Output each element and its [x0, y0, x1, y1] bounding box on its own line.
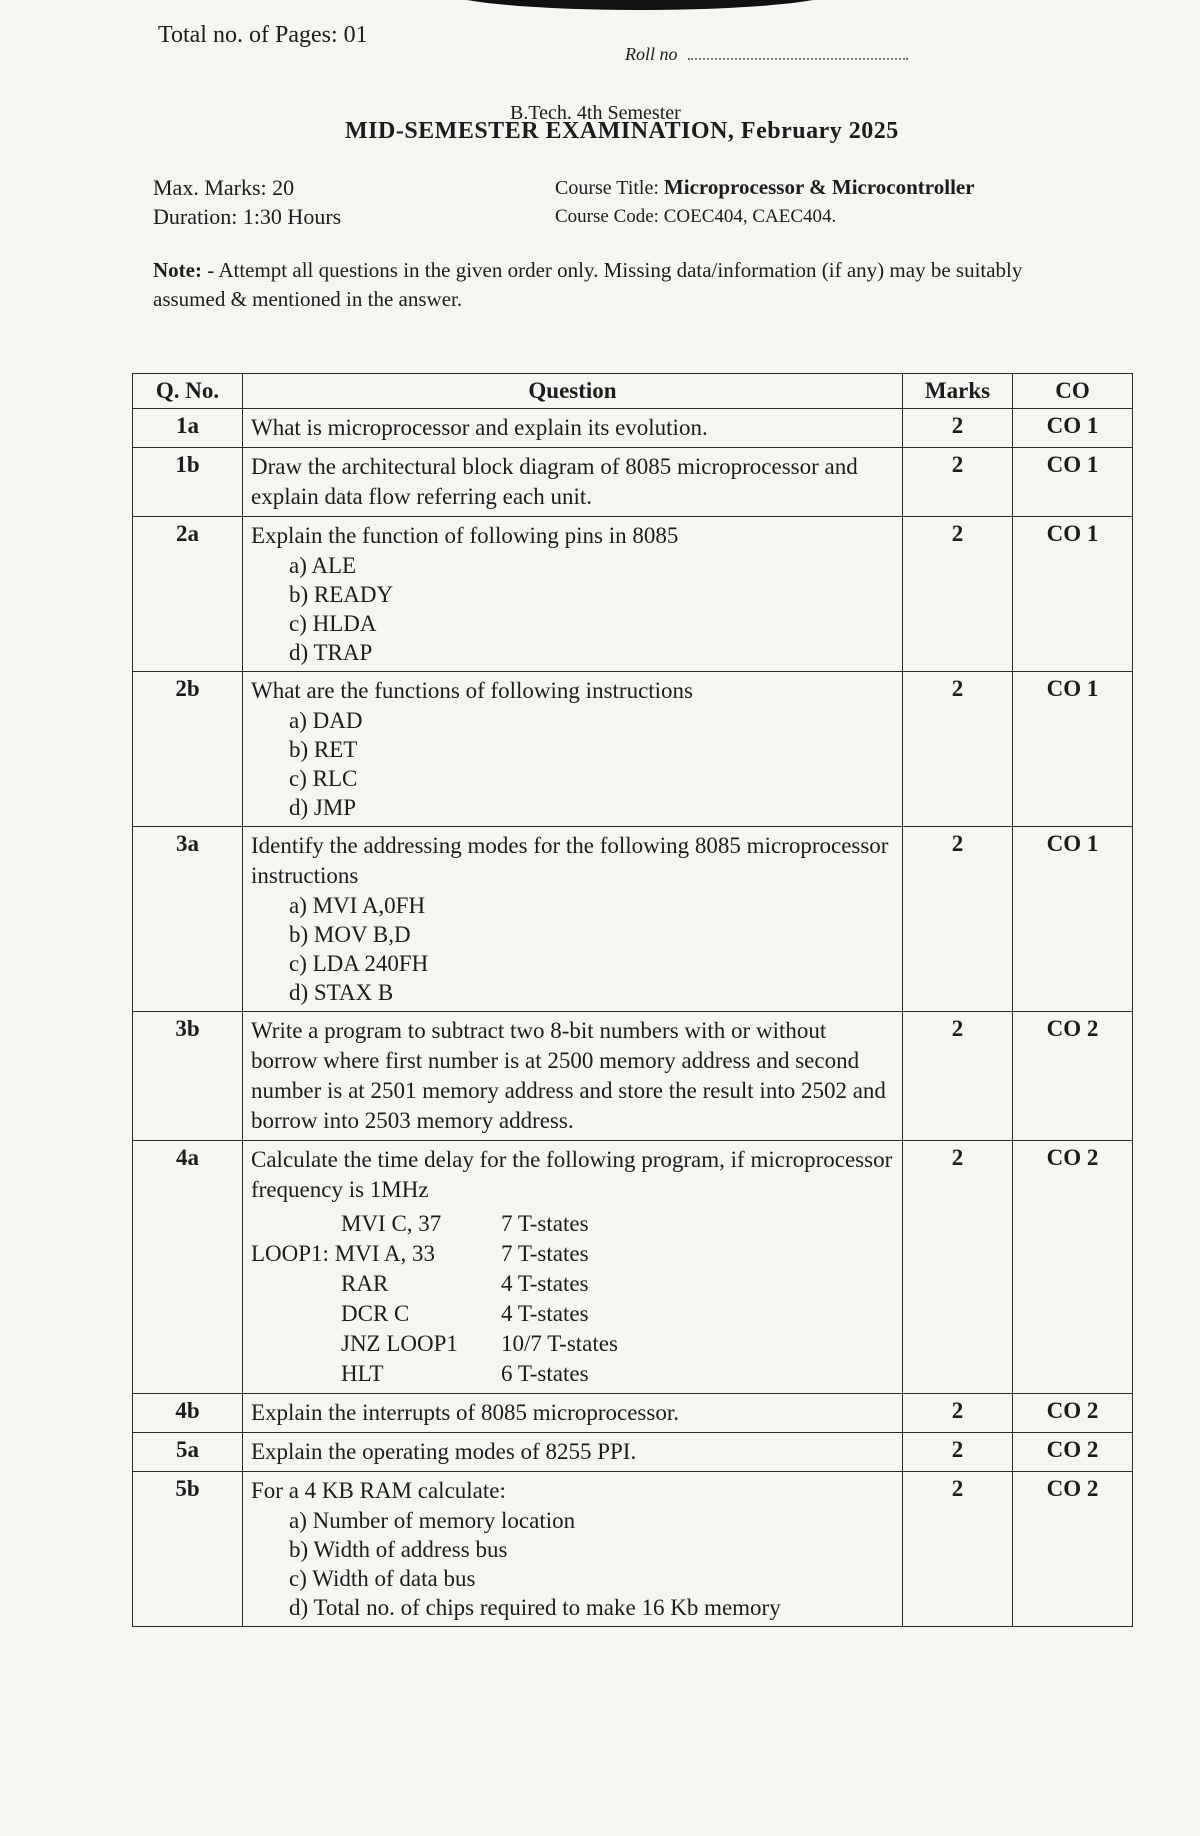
question-cell [243, 409, 903, 448]
question-marks: 2 [903, 1141, 1013, 1394]
question-text: For a 4 KB RAM calculate: [251, 1478, 506, 1503]
program-instruction [251, 1329, 481, 1359]
question-text: Calculate the time delay for the following program, if microprocessor frequency is 1MHz [251, 1147, 893, 1202]
program-opcode: DCR C [341, 1301, 410, 1326]
question-text: What are the functions of following instructions [251, 678, 694, 703]
question-cell [243, 1141, 903, 1394]
exam-title: MID-SEMESTER EXAMINATION, February 2025 [345, 118, 899, 144]
course-outcome: CO 1 [1013, 517, 1133, 672]
question-option: a) Number of memory location [289, 1508, 576, 1533]
program-label: LOOP1: [251, 1241, 329, 1266]
question-cell [243, 1012, 903, 1141]
program-tstates: 7 T-states [501, 1241, 589, 1266]
program-listing [251, 1209, 894, 1389]
program-opcode: HLT [341, 1361, 384, 1386]
course-outcome: CO 1 [1013, 827, 1133, 1012]
question-option: d) STAX B [289, 980, 394, 1005]
question-number: 2b [133, 672, 243, 827]
question-marks: 2 [903, 672, 1013, 827]
question-option: d) JMP [289, 795, 357, 820]
note [153, 256, 1073, 314]
header-question: Question [243, 374, 903, 409]
question-option: b) READY [289, 582, 394, 607]
question-marks: 2 [903, 1012, 1013, 1141]
question-text: Explain the interrupts of 8085 microprocessor. [251, 1400, 679, 1425]
table-row [133, 827, 1133, 1012]
table-row [133, 672, 1133, 827]
program-opcode: RAR [341, 1271, 389, 1296]
question-text: What is microprocessor and explain its evolution. [251, 415, 708, 440]
question-number: 3a [133, 827, 243, 1012]
question-number: 2a [133, 517, 243, 672]
course-outcome: CO 2 [1013, 1141, 1133, 1394]
question-marks: 2 [903, 1394, 1013, 1433]
course-outcome: CO 1 [1013, 672, 1133, 827]
question-text: Write a program to subtract two 8-bit numbers with or without borrow where first number is at 2500 memory address and second number is at 2501 memory address and store the result into 2502 and borrow into 2503 memory address. [251, 1018, 886, 1133]
question-option: c) Width of data bus [289, 1566, 476, 1591]
program-instruction [251, 1209, 481, 1239]
header-marks: Marks [903, 374, 1013, 409]
note-label: Note: [153, 258, 202, 282]
question-number: 4a [133, 1141, 243, 1394]
question-option: b) MOV B,D [289, 922, 411, 947]
program-opcode: JNZ LOOP1 [341, 1331, 458, 1356]
question-marks: 2 [903, 409, 1013, 448]
question-option: d) TRAP [289, 640, 373, 665]
question-number: 5a [133, 1433, 243, 1472]
question-marks: 2 [903, 517, 1013, 672]
semester: B.Tech. 4th Semester [510, 102, 681, 124]
roll-no-label: Roll no [625, 44, 678, 64]
question-number: 1b [133, 448, 243, 517]
course-code: Course Code: COEC404, CAEC404. [555, 206, 837, 227]
course-outcome: CO 2 [1013, 1433, 1133, 1472]
max-marks: Max. Marks: 20 [153, 175, 295, 200]
question-option: c) RLC [289, 766, 358, 791]
question-rows [133, 409, 1133, 1627]
question-table [132, 373, 1133, 1627]
question-number: 3b [133, 1012, 243, 1141]
roll-no-field [625, 44, 908, 65]
header-qno: Q. No. [133, 374, 243, 409]
question-text: Explain the function of following pins in 8085 [251, 523, 679, 548]
question-number: 1a [133, 409, 243, 448]
duration: Duration: 1:30 Hours [153, 204, 342, 229]
program-tstates: 7 T-states [501, 1211, 589, 1236]
scan-shadow [440, 0, 840, 10]
program-opcode: MVI C, 37 [341, 1211, 442, 1236]
question-text: Identify the addressing modes for the following 8085 microprocessor instructions [251, 833, 889, 888]
question-option: a) DAD [289, 708, 363, 733]
question-number: 4b [133, 1394, 243, 1433]
program-instruction [251, 1299, 481, 1329]
table-row [133, 448, 1133, 517]
program-tstates: 6 T-states [501, 1361, 589, 1386]
table-row [133, 1433, 1133, 1472]
question-option: c) HLDA [289, 611, 377, 636]
question-marks: 2 [903, 1472, 1013, 1627]
course-title-label: Course Title: [555, 177, 659, 199]
question-option: b) Width of address bus [289, 1537, 508, 1562]
program-opcode: MVI A, 33 [334, 1241, 436, 1266]
course-outcome: CO 2 [1013, 1472, 1133, 1627]
table-row [133, 1012, 1133, 1141]
question-cell [243, 448, 903, 517]
question-marks: 2 [903, 448, 1013, 517]
program-instruction [251, 1269, 481, 1299]
question-option: a) MVI A,0FH [289, 893, 426, 918]
question-cell [243, 827, 903, 1012]
course-outcome: CO 2 [1013, 1012, 1133, 1141]
program-instruction [251, 1359, 481, 1389]
question-option: b) RET [289, 737, 358, 762]
note-text: - Attempt all questions in the given order only. Missing data/information (if any) may be suitably assumed & mentioned in the answer. [153, 258, 1023, 311]
program-tstates: 4 T-states [501, 1301, 589, 1326]
table-row [133, 517, 1133, 672]
question-option: a) ALE [289, 553, 357, 578]
question-cell [243, 1394, 903, 1433]
table-row [133, 1141, 1133, 1394]
course-title-value: Microprocessor & Microcontroller [663, 175, 975, 199]
question-number: 5b [133, 1472, 243, 1627]
question-cell [243, 1472, 903, 1627]
question-marks: 2 [903, 827, 1013, 1012]
program-instruction [251, 1239, 481, 1269]
question-marks: 2 [903, 1433, 1013, 1472]
table-row [133, 1394, 1133, 1433]
program-tstates: 10/7 T-states [501, 1331, 618, 1356]
question-cell [243, 1433, 903, 1472]
question-cell [243, 672, 903, 827]
question-text: Draw the architectural block diagram of 8085 microprocessor and explain data flow referring each unit. [251, 454, 858, 509]
question-option: c) LDA 240FH [289, 951, 429, 976]
question-cell [243, 517, 903, 672]
course-title [555, 175, 975, 200]
course-outcome: CO 1 [1013, 409, 1133, 448]
table-header-row [133, 374, 1133, 409]
question-text: Explain the operating modes of 8255 PPI. [251, 1439, 637, 1464]
course-outcome: CO 1 [1013, 448, 1133, 517]
program-tstates: 4 T-states [501, 1271, 589, 1296]
page-count: Total no. of Pages: 01 [158, 22, 368, 48]
header-co: CO [1013, 374, 1133, 409]
roll-no-blank [688, 46, 908, 60]
question-option: d) Total no. of chips required to make 16 Kb memory [289, 1595, 781, 1620]
course-outcome: CO 2 [1013, 1394, 1133, 1433]
table-row [133, 409, 1133, 448]
table-row [133, 1472, 1133, 1627]
